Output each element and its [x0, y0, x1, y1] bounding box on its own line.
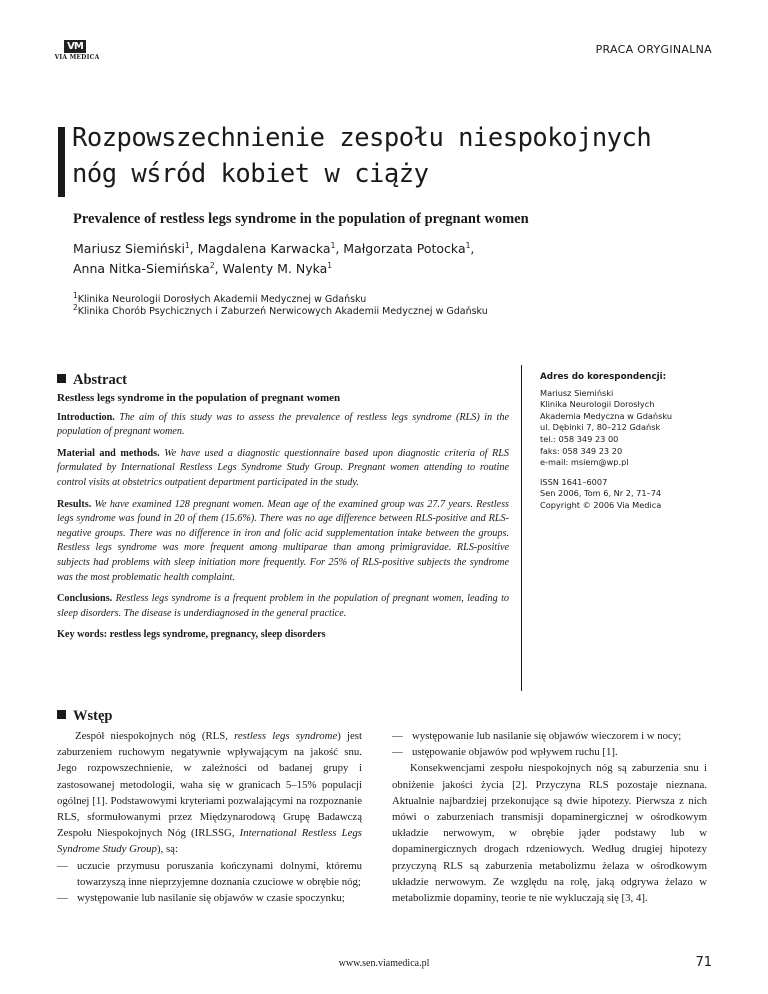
logo-mark: VM — [64, 40, 86, 53]
abstract-section-text: Restless legs syndrome is a frequent problem in the population of pregnant women, leading to sleep disorders. The disease is underdiagnosed in the general practice. — [57, 593, 509, 619]
list-dash: — — [392, 746, 403, 759]
author: Magdalena Karwacka — [197, 241, 331, 256]
abstract-section-text: We have examined 128 pregnant women. Mean age of the examined group was 27.7 years. Restless legs syndrome was found in 20 of them (15.6%). There was no age difference between RLS-positive and RLS-negative groups. There was no difference in iron and folic acid supplementation intake between the groups. Restless legs syndrome was more frequent among multiparae than among primigravidae. RLS-positive subjects had problems with sleep initiation more frequently. For 25% of RLS-positive subjects the syndrome was the most problematic health complaint. — [57, 498, 509, 583]
list-item — [57, 890, 362, 906]
address-line: faks: 058 349 23 20 — [540, 445, 623, 456]
author: Małgorzata Potocka — [343, 241, 466, 256]
text-run: Zespół niespokojnych nóg (RLS, — [75, 730, 235, 742]
abstract-section-label: Material and methods. — [57, 447, 160, 459]
text-run: ), są: — [156, 843, 178, 856]
author-separator: , — [335, 241, 344, 256]
text-run: ) jest zaburzeniem ruchowym negatywnie wpływającym na jakość snu. Jego rozpowszechnienie, w zależności od badanej grupy i zastosowanej metodologii, waha się w granicach 5–15% populacji ogólnej [1]. Podstawowymi kryteriami pozwalającymi na rozpoznanie RLS, sformułowanymi przez Międzynarodową Grupę Badawczą Zespołu Niespokojnych Nóg (IRLSSG, — [57, 730, 362, 840]
abstract-section-text: The aim of this study was to assess the prevalence of restless legs syndrome (RLS) in the population of pregnant women. — [57, 411, 510, 438]
list-item — [392, 728, 707, 744]
author-affil-ref: 2 — [209, 260, 215, 270]
text-run-italic: International Restless Legs Syndrome Study Group — [57, 827, 362, 856]
copyright-line: Copyright © 2006 Via Medica — [540, 499, 662, 510]
heading-square-icon — [57, 710, 66, 719]
list-dash: — — [392, 730, 403, 742]
abstract-section-label: Introduction. — [57, 411, 115, 423]
list-item-text: występowanie lub nasilanie się objawów w czasie spoczynku; — [77, 892, 345, 905]
list-item — [392, 744, 707, 760]
address-line: tel.: 058 349 23 00 — [540, 433, 619, 444]
body-paragraph — [57, 728, 362, 858]
abstract-section-text: We have used a diagnostic questionnaire based upon diagnostic criteria of RLS formulated by International Restless Legs Syndrome Study Group. Pregnant women attending to routine control visits at obstetrics outpatient department participated in the study. — [57, 447, 510, 488]
title-line-2: nóg wśród kobiet w ciąży — [72, 159, 429, 189]
abstract-section — [57, 498, 509, 586]
address-line: Mariusz Siemiński — [540, 387, 614, 398]
address-line: Klinika Neurologii Dorosłych — [540, 399, 655, 410]
article-title — [72, 120, 722, 192]
body-column-left — [57, 728, 362, 906]
author: Mariusz Siemiński — [73, 241, 185, 256]
list-item-text: uczucie przymusu poruszania kończynami dolnymi, któremu towarzyszą inne nieprzyjemne doznania czuciowe w obrębie nóg; — [77, 859, 362, 888]
correspondence-heading: Adres do korespondencji: — [540, 372, 667, 382]
list-item — [57, 858, 362, 890]
abstract-heading-text: Abstract — [73, 372, 127, 388]
author-separator: , — [470, 241, 475, 256]
body-column-right — [392, 728, 707, 906]
abstract-section — [57, 592, 509, 621]
abstract-subheading: Restless legs syndrome in the population of pregnant women — [57, 392, 341, 404]
correspondence-address — [540, 388, 725, 469]
affiliation — [73, 290, 633, 306]
author: Walenty M. Nyka — [222, 261, 328, 276]
author-line-1 — [73, 239, 633, 259]
abstract-body — [57, 391, 509, 650]
author-affil-ref: 1 — [327, 260, 333, 270]
list-dash: — — [57, 892, 68, 905]
intro-heading-text: Wstęp — [73, 708, 113, 724]
keywords-text: restless legs syndrome, pregnancy, sleep disorders — [109, 629, 326, 641]
correspondence-box — [540, 372, 725, 520]
keywords-label: Key words: — [57, 629, 108, 641]
affiliation-number: 2 — [73, 302, 78, 312]
author-list — [73, 239, 633, 279]
heading-square-icon — [57, 374, 66, 383]
english-title: Prevalence of restless legs syndrome in the population of pregnant women — [73, 211, 529, 227]
publisher-logo — [54, 40, 100, 66]
abstract-section-label: Conclusions. — [57, 593, 113, 605]
email-line: e-mail: msiem@wp.pl — [540, 457, 629, 468]
author-separator: , — [189, 241, 198, 256]
keywords — [57, 628, 509, 643]
logo-text: VIA MEDICA — [54, 54, 100, 61]
author: Anna Nitka-Siemińska — [73, 261, 210, 276]
abstract-heading — [57, 372, 127, 389]
address-line: ul. Dębinki 7, 80–212 Gdańsk — [540, 422, 661, 433]
issn-line: Sen 2006, Tom 6, Nr 2, 71–74 — [540, 488, 662, 499]
abstract-section — [57, 447, 509, 491]
author-affil-ref: 1 — [330, 240, 336, 250]
affiliation — [73, 302, 633, 318]
author-separator: , — [214, 261, 223, 276]
abstract-section-label: Results. — [57, 498, 92, 510]
abstract-section — [57, 411, 509, 440]
issn-line: ISSN 1641–6007 — [540, 476, 608, 487]
list-item-text: ustępowanie objawów pod wpływem ruchu [1]. — [412, 746, 618, 759]
intro-heading — [57, 708, 112, 725]
list-item-text: występowanie lub nasilanie się objawów wieczorem i w nocy; — [412, 730, 682, 742]
author-affil-ref: 1 — [184, 240, 190, 250]
title-accent-bar — [58, 127, 65, 197]
list-dash: — — [57, 859, 68, 872]
affiliation-text: Klinika Chorób Psychicznych i Zaburzeń Nerwicowych Akademii Medycznej w Gdańsku — [77, 306, 488, 317]
issn-info — [540, 477, 725, 512]
article-type: PRACA ORYGINALNA — [595, 43, 712, 56]
address-line: Akademia Medyczna w Gdańsku — [540, 410, 673, 421]
text-run-italic: restless legs syndrome — [234, 730, 338, 742]
author-affil-ref: 1 — [465, 240, 471, 250]
author-line-2 — [73, 259, 633, 279]
affiliation-text: Klinika Neurologii Dorosłych Akademii Medycznej w Gdańsku — [77, 294, 367, 305]
page-number: 71 — [695, 955, 712, 970]
title-line-1: Rozpowszechnienie zespołu niespokojnych — [72, 123, 652, 153]
affiliation-number: 1 — [73, 290, 78, 300]
affiliations — [73, 290, 633, 318]
column-divider — [521, 365, 522, 691]
journal-url: www.sen.viamedica.pl — [338, 958, 430, 969]
body-paragraph: Konsekwencjami zespołu niespokojnych nóg są zaburzenia snu i obniżenie jakości życia [2]. Przyczyna RLS pozostaje nieznana. Aktualnie najbardziej przekonujące są dwie hipotezy. Pierwsza z nich mówi o zaburzeniach transmisji dopaminergicznej w ośrodkowym układzie nerwowym, w obrębie jąder podstawy lub w dopaminergicznych drogach rdzeniowych. Według drugiej hipotezy przyczyną RLS są zaburzenia metabolizmu żelaza w ośrodkowym układzie nerwowym. Ze względu na rolę, jaką odgrywa żelazo w metabolizmie dopaminy, teorie te nie wykluczają się [3, 4]. — [392, 762, 707, 905]
